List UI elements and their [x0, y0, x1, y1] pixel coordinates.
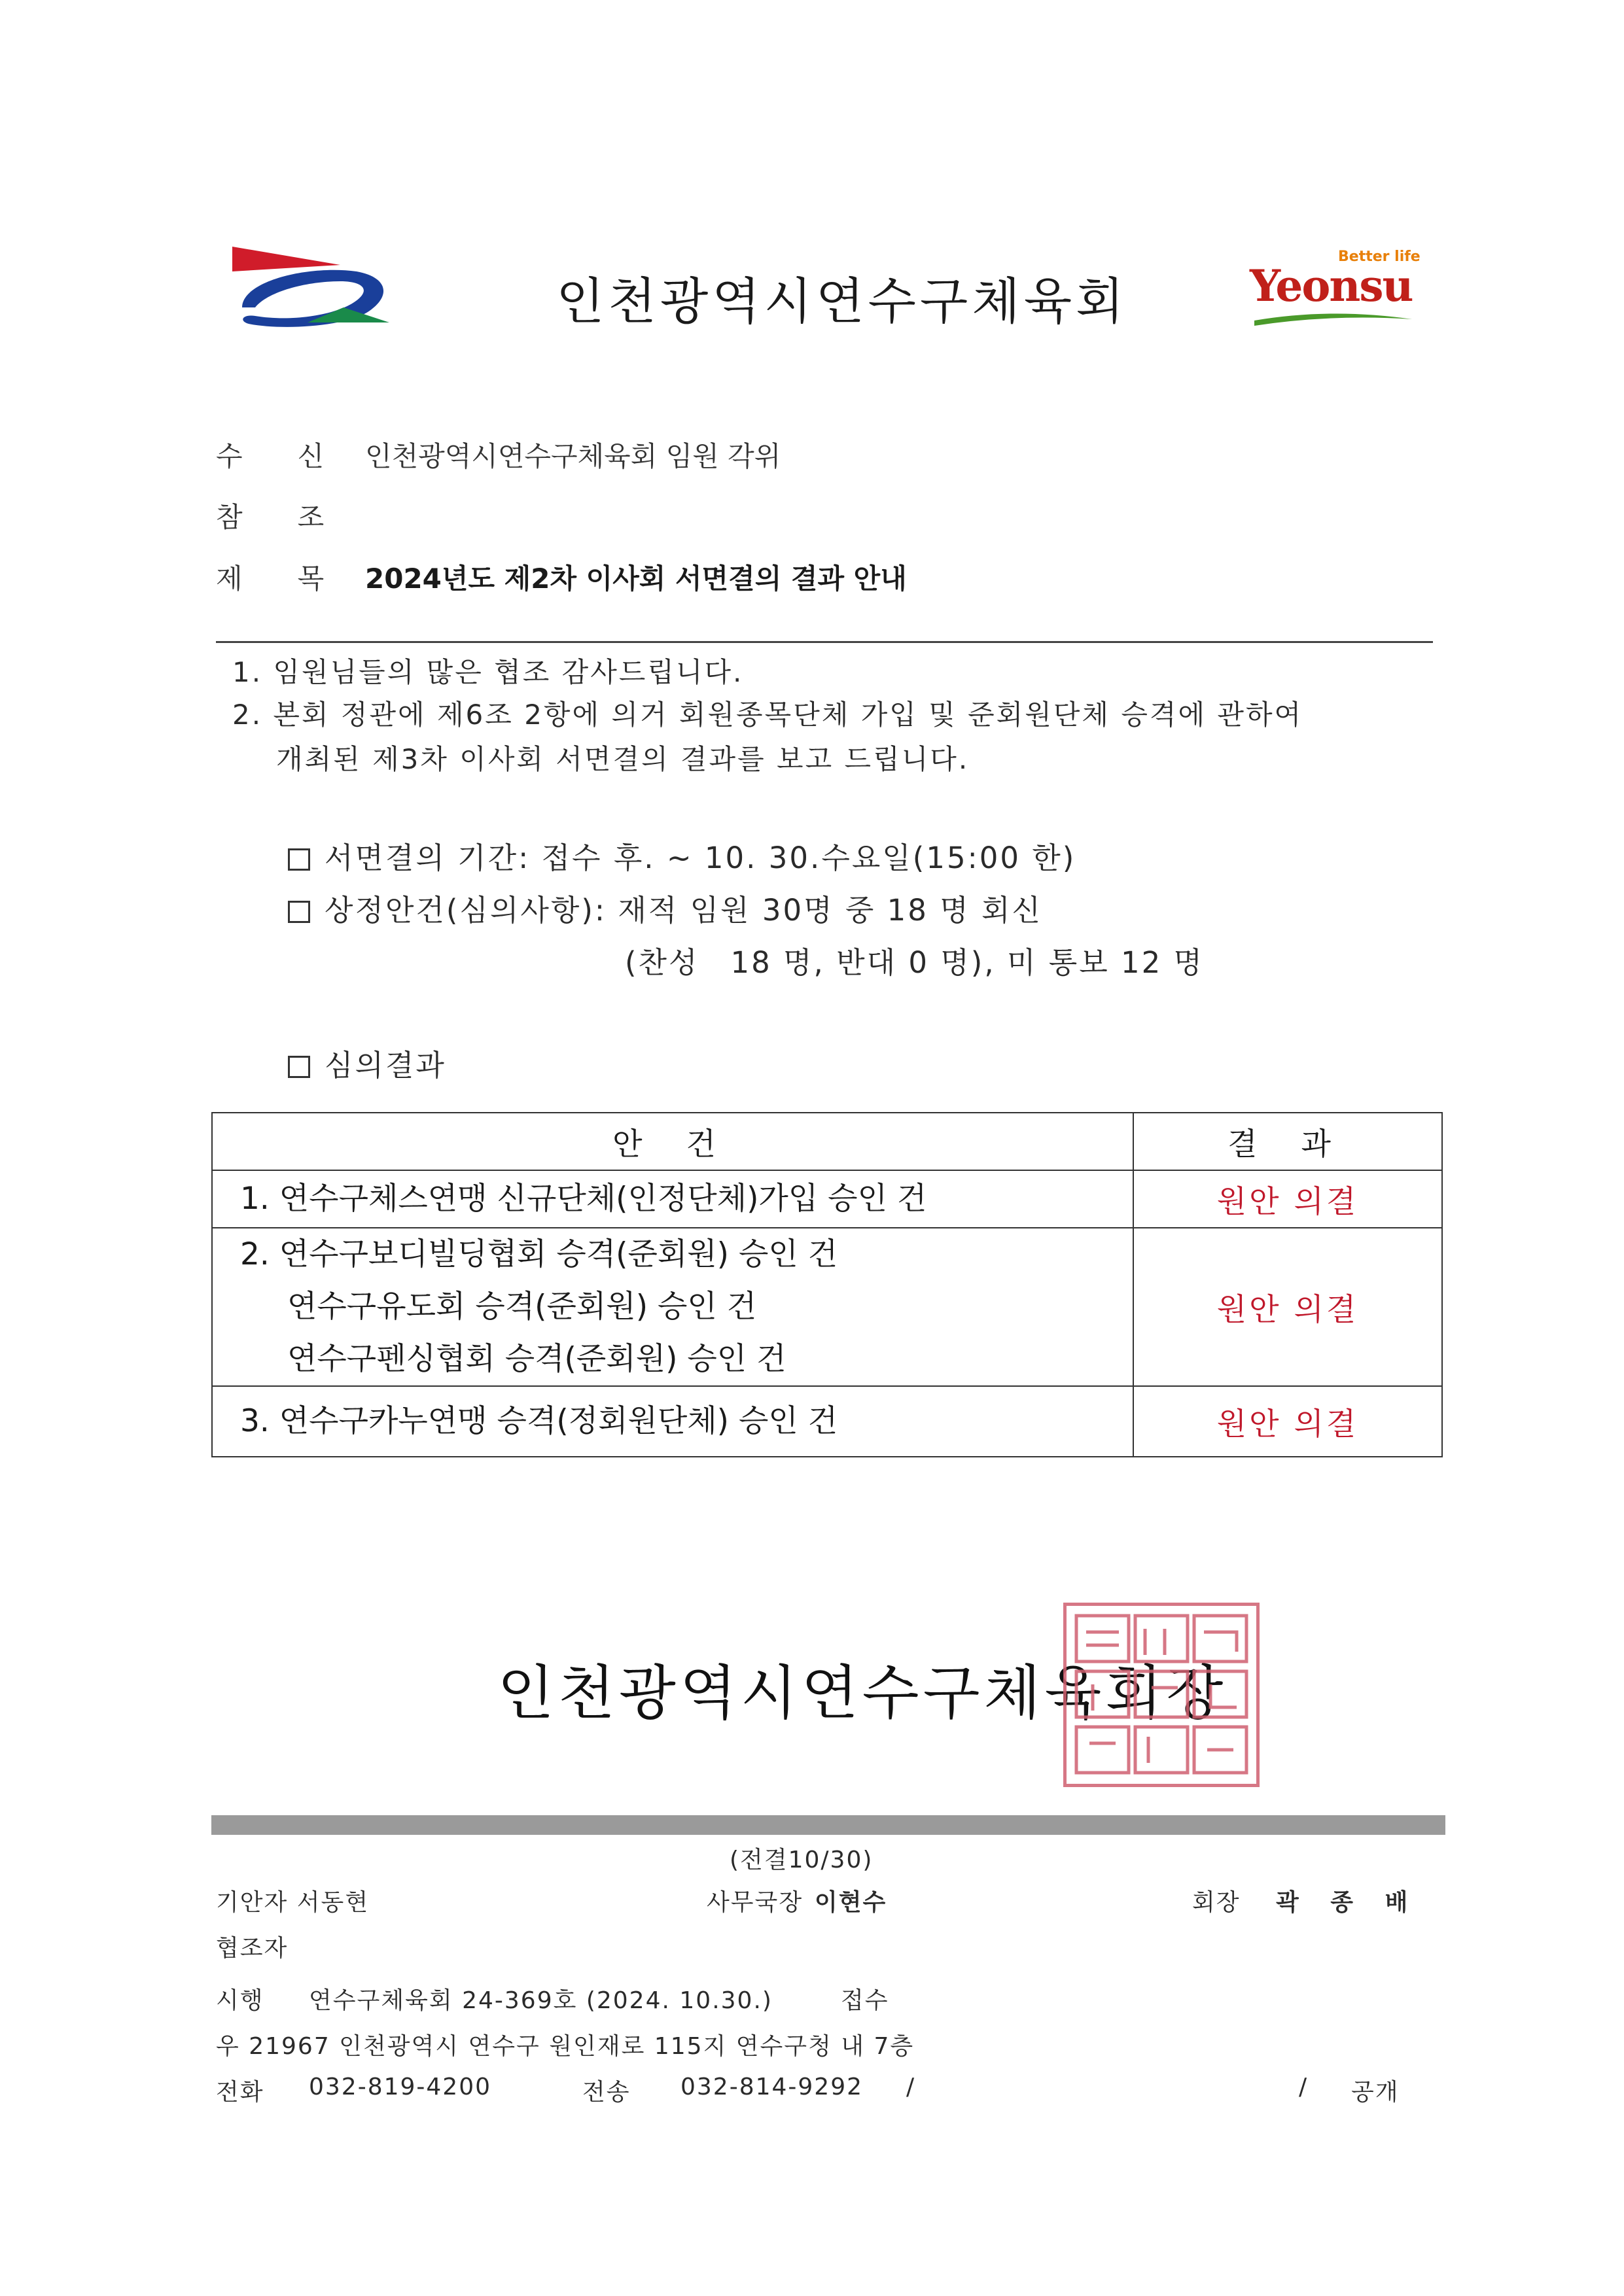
- seal-icon: [1067, 1606, 1256, 1784]
- logo-tagline: Better life: [1338, 249, 1421, 265]
- header-divider: [216, 641, 1433, 643]
- result-cell: 원안 의결: [1133, 1170, 1442, 1228]
- yeonsu-logo: [1250, 249, 1421, 327]
- period-line: [288, 834, 1076, 877]
- signature-title: 인천광역시연수구체육회장: [497, 1659, 1227, 1728]
- recipient-label: 수 신: [216, 440, 325, 472]
- item-line: 연수구펜싱협회 승격(준회원) 승인 건: [287, 1341, 786, 1377]
- item-cell: [212, 1386, 1133, 1457]
- col-result-header: 결 과: [1133, 1113, 1442, 1170]
- table-row: [212, 1386, 1442, 1457]
- item-line: 1. 연수구체스연맹 신규단체(인정단체)가입 승인 건: [240, 1181, 927, 1217]
- table-header-row: [212, 1113, 1442, 1170]
- director-label: 사무국장: [707, 1889, 803, 1916]
- checkbox-icon: [288, 1056, 310, 1078]
- item-cell: [212, 1228, 1133, 1386]
- org-emblem-icon: [229, 245, 393, 337]
- paragraph-1: 1. 임원님들의 많은 협조 감사드립니다.: [232, 656, 744, 688]
- enforce-label: 시행: [216, 1987, 264, 2014]
- address: 우 21967 인천광역시 연수구 원인재로 115지 연수구청 내 7층: [216, 2033, 915, 2060]
- phone-value: 032-819-4200: [309, 2074, 492, 2100]
- president-label: 회장: [1192, 1889, 1241, 1916]
- footer-divider-bar: [211, 1815, 1445, 1835]
- fax-value: 032-814-9292: [680, 2074, 864, 2100]
- phone-label: 전화: [216, 2079, 264, 2106]
- checkbox-icon: [288, 848, 310, 871]
- col-item-header: 안 건: [212, 1113, 1133, 1170]
- item-line: 3. 연수구카누연맹 승격(정회원단체) 승인 건: [240, 1403, 838, 1439]
- logo-wordmark: Yeonsu: [1250, 260, 1413, 311]
- recipient-value: 인천광역시연수구체육회 임원 각위: [365, 440, 781, 472]
- checkbox-icon: [288, 901, 310, 923]
- votes-line: (찬성 18 명, 반대 0 명), 미 통보 12 명: [625, 945, 1205, 980]
- enforce-value: 연수구체육회 24-369호 (2024. 10.30.): [309, 1987, 773, 2014]
- disclosure: 공개: [1351, 2079, 1400, 2106]
- subject-value: 2024년도 제2차 이사회 서면결의 결과 안내: [365, 563, 907, 595]
- item-cell: [212, 1170, 1133, 1228]
- official-seal: [1063, 1603, 1260, 1787]
- approval-note: (전결10/30): [730, 1847, 874, 1873]
- table-row: [212, 1170, 1442, 1228]
- agenda-table: [211, 1112, 1443, 1457]
- result-cell: 원안 의결: [1133, 1386, 1442, 1457]
- item-line: 연수구유도회 승격(준회원) 승인 건: [287, 1289, 757, 1325]
- logo-swoosh-icon: [1253, 307, 1413, 327]
- paragraph-2a: 2. 본회 정관에 제6조 2항에 의거 회원종목단체 가입 및 준회원단체 승격에 관하여: [232, 699, 1303, 731]
- receipt-label: 접수: [841, 1987, 889, 2014]
- period-text: 서면결의 기간: 접수 후. ~ 10. 30.수요일(15:00 한): [325, 841, 1076, 875]
- cooperator: 협조자: [216, 1935, 289, 1962]
- fax-label: 전송: [582, 2079, 631, 2106]
- director-name: 이현수: [815, 1889, 887, 1916]
- president-name: 곽 종 배: [1276, 1889, 1420, 1916]
- paragraph-2b: 개최된 제3차 이사회 서면결의 결과를 보고 드립니다.: [276, 743, 970, 775]
- org-title: 인천광역시연수구체육회: [556, 272, 1128, 330]
- reference-label: 참 조: [216, 501, 325, 533]
- separator: /: [906, 2074, 916, 2100]
- result-cell: 원안 의결: [1133, 1228, 1442, 1386]
- table-row: [212, 1228, 1442, 1386]
- drafter: 기안자 서동현: [216, 1889, 370, 1916]
- subject-label: 제 목: [216, 563, 325, 595]
- result-heading: [288, 1041, 446, 1084]
- agenda-line: [288, 886, 1042, 929]
- agenda-text: 상정안건(심의사항): 재적 임원 30명 중 18 명 회신: [325, 893, 1042, 928]
- separator: /: [1299, 2074, 1309, 2100]
- item-line: 2. 연수구보디빌딩협회 승격(준회원) 승인 건: [240, 1236, 838, 1272]
- result-heading-text: 심의결과: [325, 1048, 446, 1083]
